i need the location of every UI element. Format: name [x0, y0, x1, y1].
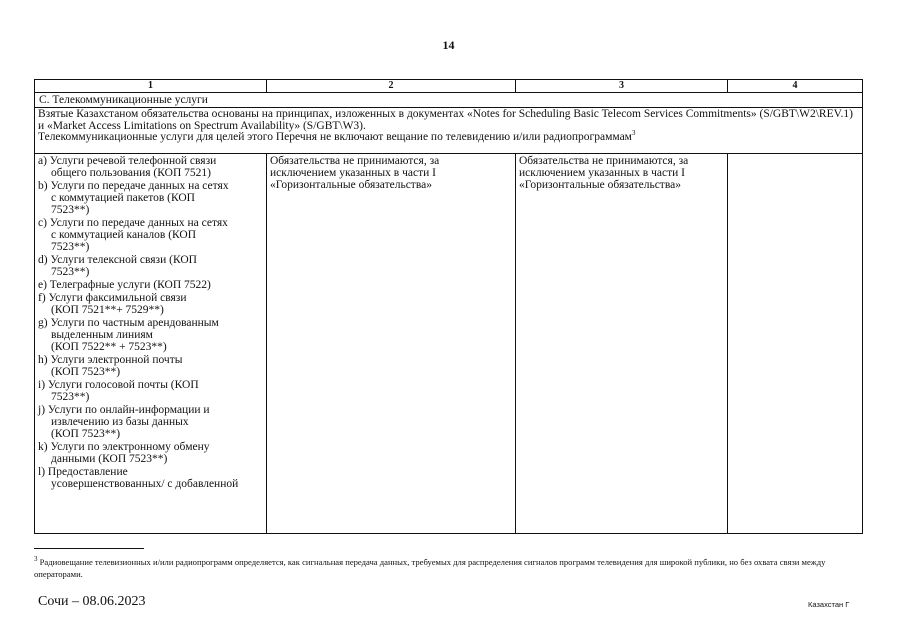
service-item-k: k) Услуги по электронному обмену данными (КОП 7523**)	[38, 441, 210, 465]
footnote-divider	[34, 548, 144, 549]
footnote	[34, 556, 864, 580]
service-item-h: h) Услуги электронной почты (КОП 7523**)	[38, 354, 183, 378]
service-item-e: e) Телеграфные услуги (КОП 7522)	[38, 279, 211, 291]
national-treatment-cell: Обязательства не принимаются, за исключением указанных в части I «Горизонтальные обязательства»	[516, 154, 728, 534]
service-item-i: i) Услуги голосовой почты (КОП 7523**)	[38, 379, 199, 403]
table-header-row	[35, 80, 863, 93]
service-item-f: f) Услуги факсимильной связи (КОП 7521**+ 7529**)	[38, 292, 187, 316]
services-list-cell	[35, 154, 267, 534]
column-header-1: 1	[35, 80, 267, 93]
footnote-marker: 3	[34, 555, 38, 564]
additional-commitments-cell	[728, 154, 863, 534]
section-title: С. Телекоммуникационные услуги	[35, 93, 863, 108]
services-row	[35, 154, 863, 534]
footer-date: Сочи – 08.06.2023	[38, 594, 146, 609]
column-header-3: 3	[516, 80, 728, 93]
page-number: 14	[442, 38, 455, 52]
column-header-4: 4	[728, 80, 863, 93]
commitments-table	[34, 79, 863, 534]
market-access-cell: Обязательства не принимаются, за исключением указанных в части I «Горизонтальные обязательства»	[267, 154, 516, 534]
intro-cell	[35, 108, 863, 154]
footnote-text: Радиовещание телевизионных и/или радиопрограмм определяется, как сигнальная передача данных, требуемых для распределения сигналов программ телевидения для широкой публики, но без охвата связи между операторами.	[34, 557, 826, 579]
service-item-c: c) Услуги по передаче данных на сетях с коммутацией каналов (КОП 7523**)	[38, 217, 228, 253]
service-item-g: g) Услуги по частным арендованным выделенным линиям (КОП 7522** + 7523**)	[38, 317, 219, 353]
service-item-l: l) Предоставление усовершенствованных/ с добавленной	[38, 466, 239, 490]
column-header-2: 2	[267, 80, 516, 93]
service-item-b: b) Услуги по передаче данных на сетях с коммутацией пакетов (КОП 7523**)	[38, 180, 229, 216]
intro-line-1: Взятые Казахстаном обязательства основаны на принципах, изложенных в документах «Notes for Scheduling Basic Telecom Services Commitments» (S/GBT\W2\REV.1) и «Market Access Limitations on Spectrum Availability» (S/GBT\W3).	[38, 108, 853, 132]
service-item-d: d) Услуги телексной связи (КОП 7523**)	[38, 254, 197, 278]
service-item-a: a) Услуги речевой телефонной связи общего пользования (КОП 7521)	[38, 155, 217, 179]
intro-line-2	[38, 129, 859, 144]
footer-country: Казахстан Г	[808, 600, 850, 609]
intro-line-2-text: Телекоммуникационные услуги для целей этого Перечня не включают вещание по телевидению и/или радиопрограммам	[38, 131, 632, 144]
section-row	[35, 93, 863, 108]
footnote-reference: 3	[631, 129, 636, 138]
service-item-j: j) Услуги по онлайн-информации и извлечению из базы данных (КОП 7523**)	[38, 404, 210, 440]
intro-row	[35, 108, 863, 154]
